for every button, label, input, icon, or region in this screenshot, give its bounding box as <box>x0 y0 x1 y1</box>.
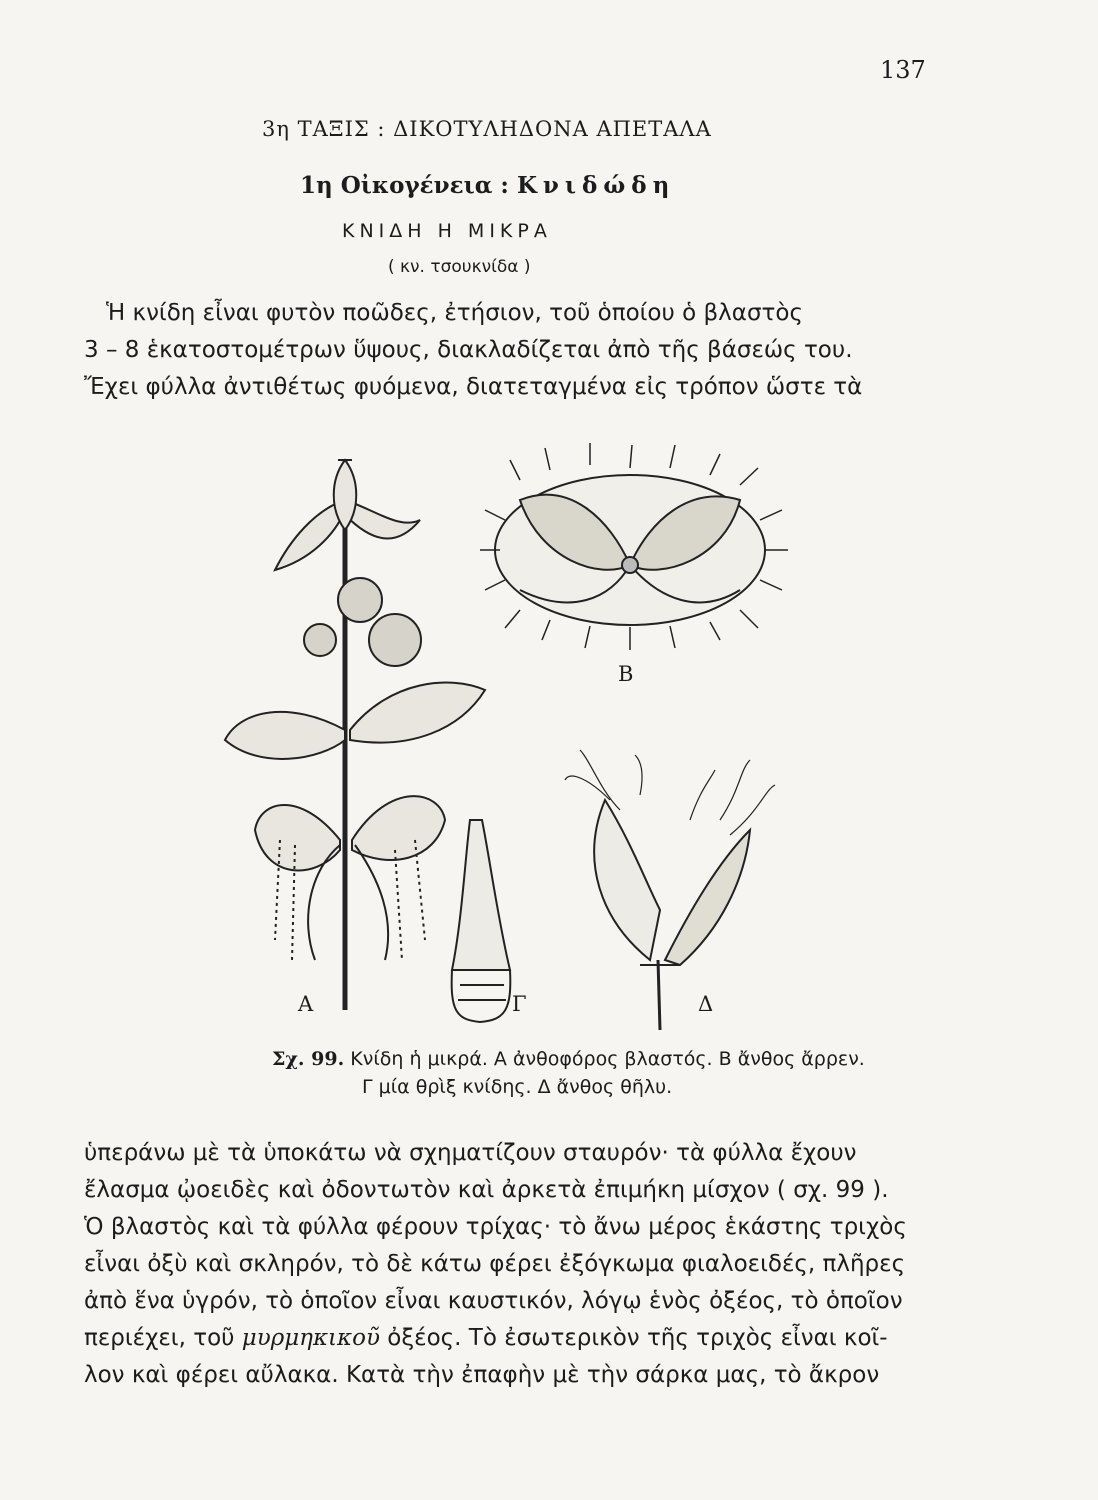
nettle-figure <box>220 440 920 1040</box>
leaf <box>275 500 345 570</box>
page-number: 137 <box>880 56 926 84</box>
text-line: ἔλασμα ᾠοειδὲς καὶ ὀδοντωτὸν καὶ ἀρκετὰ ἐπιμήκη μίσχον ( σχ. 99 ). <box>84 1177 889 1203</box>
text-line: περιέχει, τοῦ μυρμηκικοῦ ὀξέος. Τὸ ἐσωτερικὸν τῆς τριχὸς εἶναι κοῖ- <box>84 1325 888 1351</box>
italic-word: μυρμηκικοῦ <box>241 1325 380 1351</box>
caption-line1: Κνίδη ἡ μικρά. Α ἀνθοφόρος βλαστός. Β ἄνθος ἄρρεν. <box>350 1048 865 1070</box>
text-line: 3 – 8 ἑκατοστομέτρων ὕψους, διακλαδίζεται ἀπὸ τῆς βάσεώς του. <box>84 337 853 363</box>
text-line: λον καὶ φέρει αὔλακα. Κατὰ τὴν ἐπαφὴν μὲ τὴν σάρκα μας, τὸ ἄκρον <box>84 1362 880 1388</box>
stinging-hair <box>452 820 510 970</box>
family-heading <box>300 172 675 199</box>
text-line: εἶναι ὀξὺ καὶ σκληρόν, τὸ δὲ κάτω φέρει ἐξόγκωμα φιαλοειδές, πλῆρες <box>84 1251 906 1277</box>
text-line: ἀπὸ ἕνα ὑγρόν, τὸ ὁποῖον εἶναι καυστικόν, λόγῳ ἑνὸς ὀξέος, τὸ ὁποῖον <box>84 1288 903 1314</box>
common-name: ( κν. τσουκνίδα ) <box>388 257 531 277</box>
female-flower <box>594 800 660 960</box>
leaf <box>255 805 340 870</box>
nettle-illustration <box>220 440 920 1040</box>
label-d: Δ <box>698 992 714 1016</box>
label-b: Β <box>618 662 634 686</box>
text-line: Ἔχει φύλλα ἀντιθέτως φυόμενα, διατεταγμένα εἰς τρόπον ὥστε τὰ <box>84 374 863 400</box>
class-heading: 3η ΤΑΞΙΣ : ΔΙΚΟΤΥΛΗΔΟΝΑ ΑΠΕΤΑΛΑ <box>262 117 712 141</box>
label-g: Γ <box>512 992 527 1016</box>
family-prefix: 1η Οἰκογένεια : <box>300 172 509 199</box>
caption-line2: Γ μία θρὶξ κνίδης. Δ ἄνθος θῆλυ. <box>362 1076 673 1098</box>
text-line: Ὁ βλαστὸς καὶ τὰ φύλλα φέρουν τρίχας· τὸ ἄνω μέρος ἑκάστης τριχὸς <box>84 1214 907 1240</box>
family-name: Κνιδώδη <box>516 172 676 199</box>
species-title: ΚΝΙΔΗ Η ΜΙΚΡΑ <box>342 220 552 242</box>
text-line: ὑπεράνω μὲ τὰ ὑποκάτω νὰ σχηματίζουν σταυρόν· τὰ φύλλα ἔχουν <box>84 1140 857 1166</box>
flower-cluster <box>338 578 382 622</box>
text-line: Ἡ κνίδη εἶναι φυτὸν ποῶδες, ἐτήσιον, τοῦ ὁποίου ὁ βλαστὸς <box>106 300 803 326</box>
figure-caption <box>272 1048 865 1098</box>
flower-cluster <box>369 614 421 666</box>
leaf <box>225 712 345 759</box>
label-a: Α <box>298 992 314 1016</box>
leaf <box>352 796 445 860</box>
leaf <box>350 683 485 743</box>
caption-number: Σχ. 99. <box>272 1048 345 1070</box>
